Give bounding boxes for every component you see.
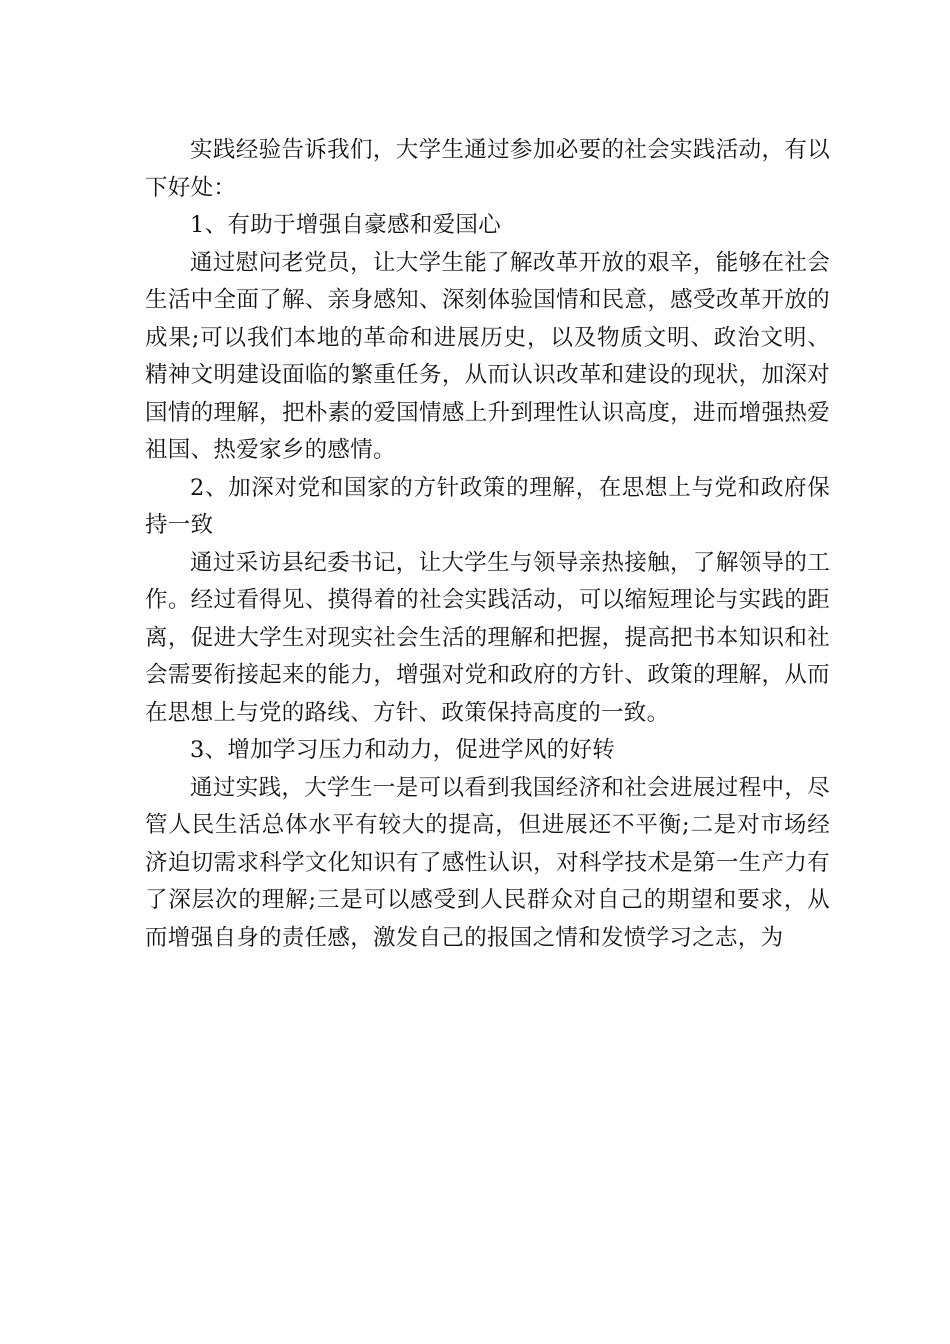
body-paragraph-1: 通过慰问老党员，让大学生能了解改革开放的艰辛，能够在社会生活中全面了解、亲身感知、深刻体验国情和民意，感受改革开放的成果;可以我们本地的革命和进展历史，以及物质文明、政治文明、精神文明建设面临的繁重任务，从而认识改革和建设的现状，加深对国情的理解，把朴素的爱国情感上升到理性认识高度，进而增强热爱祖国、热爱家乡的感情。 — [145, 249, 830, 463]
document-page — [145, 132, 830, 957]
body-paragraph-2: 通过采访县纪委书记，让大学生与领导亲热接触，了解领导的工作。经过看得见、摸得着的社会实践活动，可以缩短理论与实践的距离，促进大学生对现实社会生活的理解和把握，提高把书本知识和社会需要衔接起来的能力，增强对党和政府的方针、政策的理解，从而在思想上与党的路线、方针、政策保持高度的一致。 — [145, 549, 830, 726]
intro-paragraph: 实践经验告诉我们，大学生通过参加必要的社会实践活动，有以下好处： — [145, 137, 830, 201]
body-paragraph-3: 通过实践，大学生一是可以看到我国经济和社会进展过程中，尽管人民生活总体水平有较大的提高，但进展还不平衡;二是对市场经济迫切需求科学文化知识有了感性认识，对科学技术是第一生产力有了深层次的理解;三是可以感受到人民群众对自己的期望和要求，从而增强自身的责任感，激发自己的报国之情和发愤学习之志，为 — [145, 774, 830, 951]
section-heading-3: 3、增加学习压力和动力，促进学风的好转 — [190, 737, 616, 763]
section-heading-2: 2、加深对党和国家的方针政策的理解，在思想上与党和政府保持一致 — [145, 474, 830, 538]
section-heading-1: 1、有助于增强自豪感和爱国心 — [190, 212, 502, 238]
